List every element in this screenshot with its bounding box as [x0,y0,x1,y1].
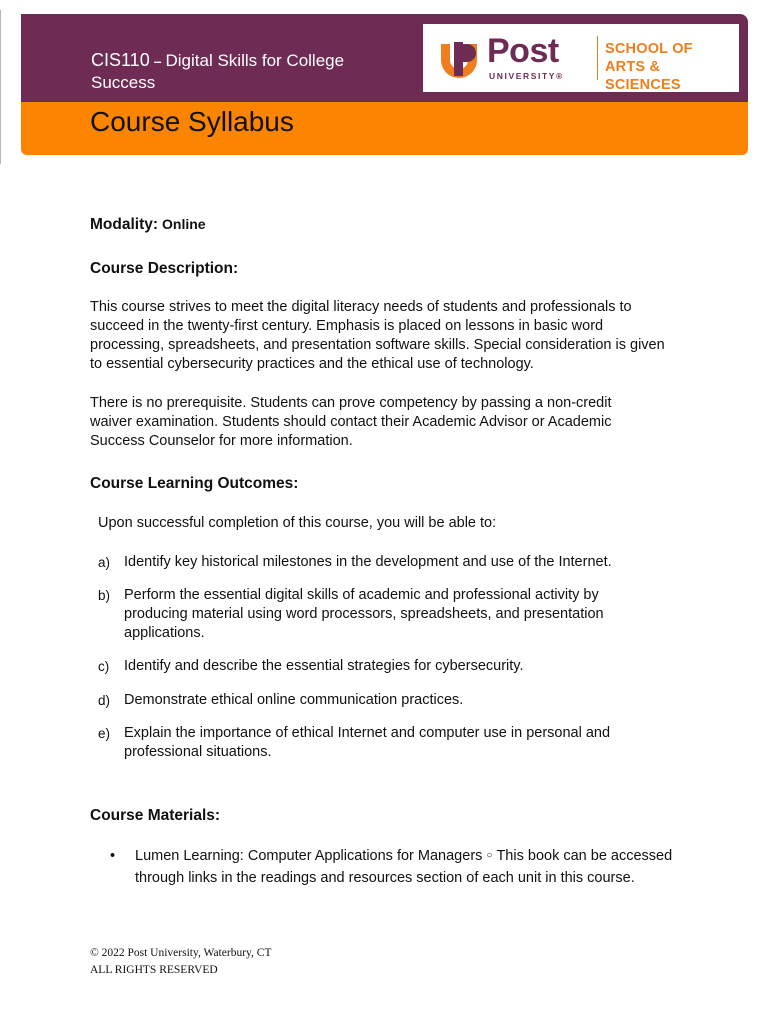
header-banner [21,14,748,102]
page-title: Course Syllabus [90,106,294,137]
title-dash: – [153,53,162,69]
copyright-line: © 2022 Post University, Waterbury, CT [90,947,272,959]
outcome-text: Identify key historical milestones in the development and use of the Internet. [124,554,612,570]
bullet-icon: • [110,848,116,864]
school-line-2: ARTS & SCIENCES [605,59,681,93]
outcome-text: Demonstrate ethical online communication practices. [124,692,464,708]
school-name [605,40,739,94]
post-logo-mark-icon [439,38,479,78]
logo-divider [597,36,598,80]
circle-bullet-icon: ○ [486,850,493,862]
outcome-text: Explain the importance of ethical Internet and computer use in personal and professional situations. [124,725,611,760]
outcome-text: Perform the essential digital skills of academic and professional activity by producing material using word processors, spreadsheets, and presentation applications. [124,587,604,641]
rights-line: ALL RIGHTS RESERVED [90,964,218,976]
outcome-letter: d) [98,693,111,708]
description-paragraph-2: There is no prerequisite. Students can prove competency by passing a non-credit waiver examination. Students should contact their Academic Advisor or Academic Success Counselor for more information. [90,395,612,449]
outcome-letter: c) [98,659,110,674]
materials-item-description: This book can be accessed through links in the readings and resources section of each unit in this course. [135,848,673,887]
modality-line [90,215,206,235]
materials-heading: Course Materials: [90,807,221,824]
outcome-letter: a) [98,555,111,570]
course-name: Digital Skills for College Success [91,51,345,92]
post-university-logo [423,24,739,92]
title-banner [21,102,748,155]
modality-label: Modality: [90,216,159,233]
course-title-block [91,50,391,93]
logo-university-label: UNIVERSITY [489,71,557,81]
description-paragraph-1: This course strives to meet the digital literacy needs of students and professionals to succeed in the twenty-first century. Emphasis is placed on lessons in basic word processing, spreadsheets, and presentation software skills. Special consideration is given to essential cybersecurity practices and the ethical use of technology. [90,299,665,372]
outcomes-intro: Upon successful completion of this course, you will be able to: [98,515,497,531]
materials-item-title: Lumen Learning: Computer Applications for Managers [135,848,483,864]
copyright-footer [90,945,271,979]
school-line-1: SCHOOL OF [605,41,693,57]
outcomes-heading: Course Learning Outcomes: [90,475,299,492]
modality-value: Online [162,216,206,232]
course-code: CIS110 [91,50,150,70]
logo-registered-mark: ® [556,71,564,81]
logo-wordmark: Post [487,32,559,70]
page-edge-rule [0,10,1,164]
description-heading: Course Description: [90,260,239,277]
outcome-letter: b) [98,588,111,603]
materials-item-text [135,845,675,889]
outcome-letter: e) [98,726,111,741]
logo-university-text [489,71,564,81]
outcome-text: Identify and describe the essential strategies for cybersecurity. [124,658,524,674]
